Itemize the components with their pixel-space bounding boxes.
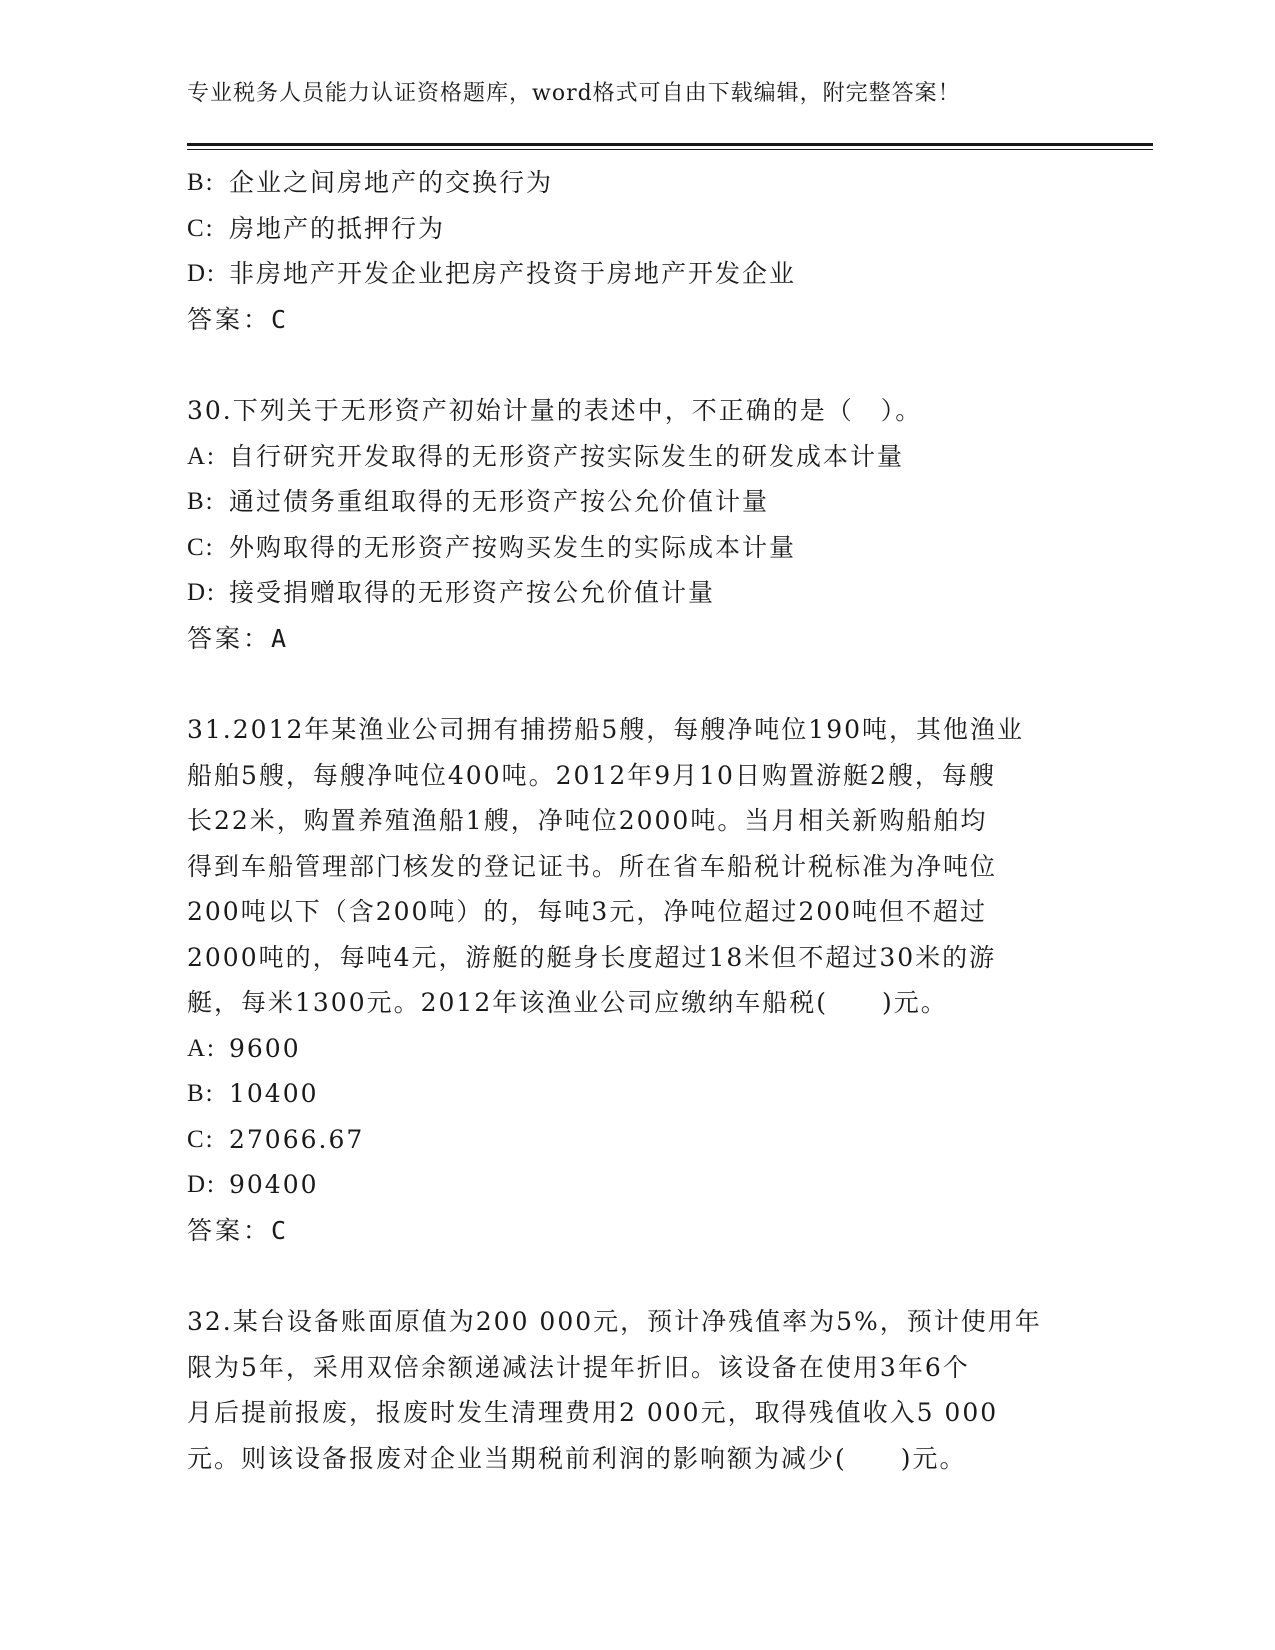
option-a [187, 1026, 1087, 1072]
answer-line [187, 616, 1087, 662]
option-text: 通过债务重组取得的无形资产按公允价值计量 [229, 487, 770, 516]
answer-label: 答案： [187, 1215, 272, 1245]
option-text: 10400 [229, 1079, 319, 1108]
option-d [187, 251, 1087, 297]
question-32 [187, 1299, 1087, 1481]
spacer [187, 342, 1087, 388]
question-text [187, 1299, 1077, 1481]
option-b [187, 479, 1087, 525]
answer-line [187, 1208, 1087, 1254]
question-line: 长22米，购置养殖渔船1艘，净吨位2000吨。当月相关新购船舶均 [187, 806, 988, 835]
question-line: 限为5年，采用双倍余额递减法计提年折旧。该设备在使用3年6个 [187, 1352, 970, 1382]
question-line: 得到车船管理部门核发的登记证书。所在省车船税计税标准为净吨位 [187, 851, 998, 881]
document-content [187, 160, 1087, 1481]
spacer [187, 1253, 1087, 1299]
question-line: 32.某台设备账面原值为200 000元，预计净残值率为5%，预计使用年 [187, 1307, 1042, 1336]
option-a [187, 434, 1087, 480]
answer-line [187, 297, 1087, 343]
option-text: 9600 [229, 1033, 301, 1063]
spacer [187, 661, 1087, 707]
option-letter: C: [187, 1125, 215, 1153]
question-31 [187, 707, 1087, 1253]
option-text: 外购取得的无形资产按购买发生的实际成本计量 [229, 532, 797, 562]
page-header: 专业税务人员能力认证资格题库，word格式可自由下载编辑，附完整答案！ [187, 81, 961, 106]
option-d [187, 1162, 1087, 1208]
answer-label: 答案： [187, 623, 272, 653]
option-b [187, 160, 1087, 206]
option-c [187, 525, 1087, 571]
question-line: 船舶5艘，每艘净吨位400吨。2012年9月10日购置游艇2艘，每艘 [187, 760, 996, 790]
option-d [187, 570, 1087, 616]
question-text [187, 707, 1077, 1026]
option-letter: D: [187, 260, 216, 287]
option-c [187, 1117, 1087, 1163]
option-letter: A: [187, 1034, 216, 1062]
option-letter: B: [187, 169, 215, 196]
answer-value: A [271, 623, 290, 653]
option-letter: A: [187, 442, 216, 470]
option-letter: D: [187, 1171, 216, 1198]
question-line: 31.2012年某渔业公司拥有捕捞船5艘，每艘净吨位190吨，其他渔业 [187, 715, 1025, 744]
option-text: 27066.67 [229, 1124, 365, 1154]
question-line: 元。则该设备报废对企业当期税前利润的影响额为减少( )元。 [187, 1443, 967, 1473]
question-text: 30.下列关于无形资产初始计量的表述中，不正确的是（ ）。 [187, 396, 923, 425]
question-29-tail [187, 160, 1087, 342]
option-text: 非房地产开发企业把房产投资于房地产开发企业 [229, 259, 797, 288]
option-text: 企业之间房地产的交换行为 [229, 168, 554, 197]
question-30 [187, 388, 1087, 661]
option-c [187, 206, 1087, 252]
answer-value: C [271, 1215, 290, 1245]
header-rule-thin [187, 149, 1153, 150]
option-text: 房地产的抵押行为 [229, 213, 446, 243]
option-text: 自行研究开发取得的无形资产按实际发生的研发成本计量 [229, 441, 905, 471]
answer-label: 答案： [187, 304, 272, 334]
option-letter: C: [187, 214, 215, 242]
question-line: 艇，每米1300元。2012年该渔业公司应缴纳车船税( )元。 [187, 988, 948, 1017]
option-b [187, 1071, 1087, 1117]
option-letter: C: [187, 533, 215, 561]
option-letter: B: [187, 1080, 215, 1107]
option-text: 90400 [229, 1170, 319, 1199]
option-letter: D: [187, 579, 216, 606]
option-text: 接受捐赠取得的无形资产按公允价值计量 [229, 578, 716, 607]
option-letter: B: [187, 488, 215, 515]
question-line: 200吨以下（含200吨）的，每吨3元，净吨位超过200吨但不超过 [187, 897, 988, 926]
answer-value: C [271, 304, 290, 334]
header-rule-thick [187, 143, 1153, 146]
question-line: 2000吨的，每吨4元，游艇的艇身长度超过18米但不超过30米的游 [187, 942, 997, 972]
question-line: 月后提前报废，报废时发生清理费用2 000元，取得残值收入5 000 [187, 1398, 999, 1427]
